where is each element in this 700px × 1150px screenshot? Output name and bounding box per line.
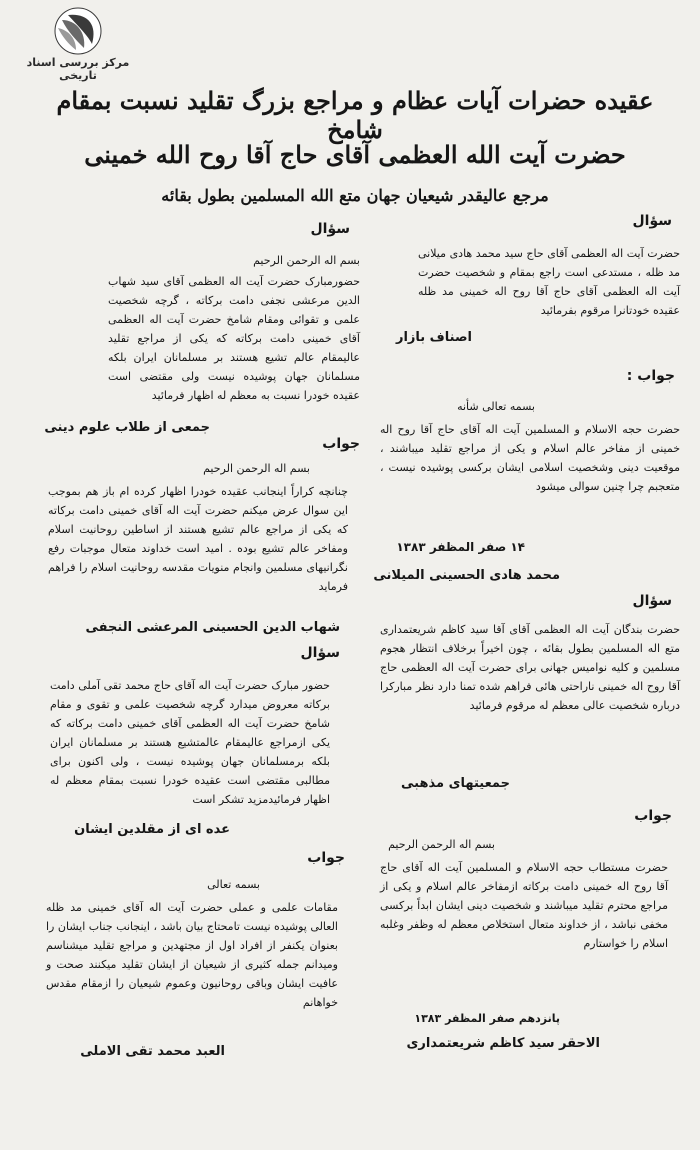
- right-question-1-text: [418, 244, 680, 320]
- archive-logo-caption: مرکز بررسی اسناد تاریخی: [26, 56, 130, 82]
- right-question-2-label: سؤال: [632, 593, 672, 609]
- left-question-2-body: حضور مبارک حضرت آیت اله آقای حاج محمد تقی آملی دامت برکاته معروض میدارد گرچه شخصیت علمی و تقوی و مقام شامخ حضرت آیت اله العظمی آقای خمینی دامت برکاته که یکی ازمراجع عالیمقام عالمتشیع هستند بر مسلمانان ایران بلکه برمسلمانان جهان پوشیده نیست ، ولی اکنون برای مطالبی مقتضی است عقیده خودرا نسبت بمقام معظم له اظهار فرمائیدمزید تشکر است: [50, 679, 330, 806]
- left-question-1-signer: جمعی از طلاب علوم دینی: [44, 420, 210, 435]
- right-answer-2-opening: بسم اله الرحمن الرحیم: [388, 838, 495, 851]
- left-answer-1-signer: شهاب الدین الحسینی المرعشی النجفی: [85, 620, 340, 635]
- right-answer-2-date: پانزدهم صفر المظفر ۱۳۸۳: [414, 1012, 560, 1025]
- right-question-2-body: حضرت بندگان آیت اله العظمی آقای آقا سید کاظم شریعتمداری متع اله المسلمین بطول بقائه ، چون اخیراً برخلاف انتظار هجوم مسلمین و کلیه نوامیس جهانی برای حضرت آیت اله العظمی حاج آقا روح اله خمینی ناراحتی هائی فراهم شده تمنا دارد نظر مبارکرا درباره شخصیت عالی معظم له مرقوم فرمائید: [380, 623, 680, 712]
- left-question-1-opening: بسم اله الرحمن الرحیم: [253, 254, 360, 267]
- right-question-1-body: حضرت آیت اله العظمی آقای حاج سید محمد هادی میلانی مد ظله ، مستدعی است راجع بمقام و شخصیت حضرت آیت اله العظمی آقای حاج آقا روح اله خمینی مد ظله عقیده خودتانرا مرقوم بفرمائید: [418, 247, 680, 317]
- right-answer-2-text: [380, 858, 668, 953]
- headline-line-3: مرجع عالیقدر شیعیان جهان متع الله المسلمین بطول بقائه: [161, 186, 549, 205]
- left-answer-1-label: جواب: [322, 436, 360, 452]
- left-question-1-text: [108, 272, 360, 405]
- left-answer-2-opening: بسمه تعالی: [207, 878, 260, 891]
- right-answer-2-label: جواب: [634, 808, 672, 824]
- left-question-1-label: سؤال: [310, 221, 350, 237]
- right-answer-1-label: جواب :: [626, 368, 675, 384]
- right-answer-1-text: [380, 420, 680, 496]
- right-answer-1-signer: محمد هادی الحسینی المیلانی: [373, 568, 560, 583]
- right-question-2-signer: جمعیتهای مذهبی: [401, 776, 510, 791]
- left-answer-1-opening: بسم اله الرحمن الرحیم: [203, 462, 310, 475]
- left-question-2-signer: عده ای از مقلدین ایشان: [74, 822, 230, 837]
- right-question-1-label: سؤال: [632, 213, 672, 229]
- left-question-1-body: حضورمبارک حضرت آیت اله العظمی آقای سید شهاب الدین مرعشی نجفی دامت برکاته ، گرچه شخصیت علمی و تقوائی ومقام شامخ حضرت آیت اله العظمی آقای خمینی دامت برکاته که یکی از مراجع تقلید عالیمقام عالم تشیع هستند بر مسلمانان ایران بلکه مسلمانان جهان پوشیده نیست ولی مقتضی است عقیده خودرا نسبت به معظم له اظهار فرمائید: [108, 275, 360, 402]
- left-answer-2-text: [46, 898, 338, 1012]
- left-answer-2-signer: العبد محمد تقی الاملی: [80, 1044, 225, 1059]
- left-answer-2-body: مقامات علمی و عملی حضرت آیت اله آقای خمینی مد ظله العالی پوشیده نیست تامحتاج بیان باشد ، اینجانب جناب ایشان را بعنوان یکنفر از افراد اول از مجتهدین و مراجع تقلید میشناسم ومیدانم جمله کثیری از شیعیان از ایشان تقلید میکنند صحت و عافیت ایشان وباقی روحانیون وعموم شیعیان را ازمقام مقدس خواهانم: [46, 901, 338, 1009]
- left-answer-1-body: چنانچه کراراً اینجانب عقیده خودرا اظهار کرده ام باز هم بموجب این سوال عرض میکنم حضرت آیت اله آقای خمینی دامت برکاته که یکی از مراجع عالم تشیع هستند از اساطین روحانیت اسلام ومفاخر عالم تشیع بوده . امید است خداوند متعال موجبات رفع نگرانیهای مسلمین وانجام منویات مقدسه روحانیت اسلام را فراهم فرماید: [48, 485, 348, 593]
- right-question-2-text: [380, 620, 680, 715]
- left-question-2-label: سؤال: [300, 645, 340, 661]
- headline-line-1: عقیده حضرات آیات عظام و مراجع بزرگ تقلید نسبت بمقام شامخ: [56, 86, 654, 144]
- left-answer-2-label: جواب: [307, 850, 345, 866]
- right-answer-1-opening: بسمه تعالی شأنه: [457, 400, 535, 413]
- right-answer-1-body: حضرت حجه الاسلام و المسلمین آیت اله آقای حاج آقا روح اله خمینی از مفاخر عالم اسلام و یکی از مراجع تقلید میباشند ، موقعیت دینی وشخصیت اسلامی ایشان برکسی پوشیده نیست ، متعجبم چرا چنین سوالی میشود: [380, 423, 680, 493]
- archive-emblem-icon: [46, 6, 110, 56]
- right-answer-2-body: حضرت مستطاب حجه الاسلام و المسلمین آیت اله آقای حاج آقا روح اله خمینی دامت برکاته ازمفاخر عالم اسلام و یکی از مراجع محترم تقلید میباشند و شخصیت دینی ایشان ابداً برکسی مخفی نباشد ، از خداوند متعال استخلاص معظم له وظفر وغلبه اسلام را خواستارم: [380, 861, 668, 950]
- right-answer-2-signer: الاحقر سید کاظم شریعتمداری: [406, 1036, 600, 1051]
- headline-line-2: حضرت آیت الله العظمی آقای حاج آقا روح الله خمینی: [84, 140, 626, 169]
- right-answer-1-date: ۱۴ صفر المظفر ۱۳۸۳: [396, 540, 525, 554]
- right-question-1-signer: اصناف بازار: [395, 330, 472, 345]
- archive-logo: [8, 6, 148, 82]
- left-question-2-text: [50, 676, 330, 809]
- left-answer-1-text: [48, 482, 348, 596]
